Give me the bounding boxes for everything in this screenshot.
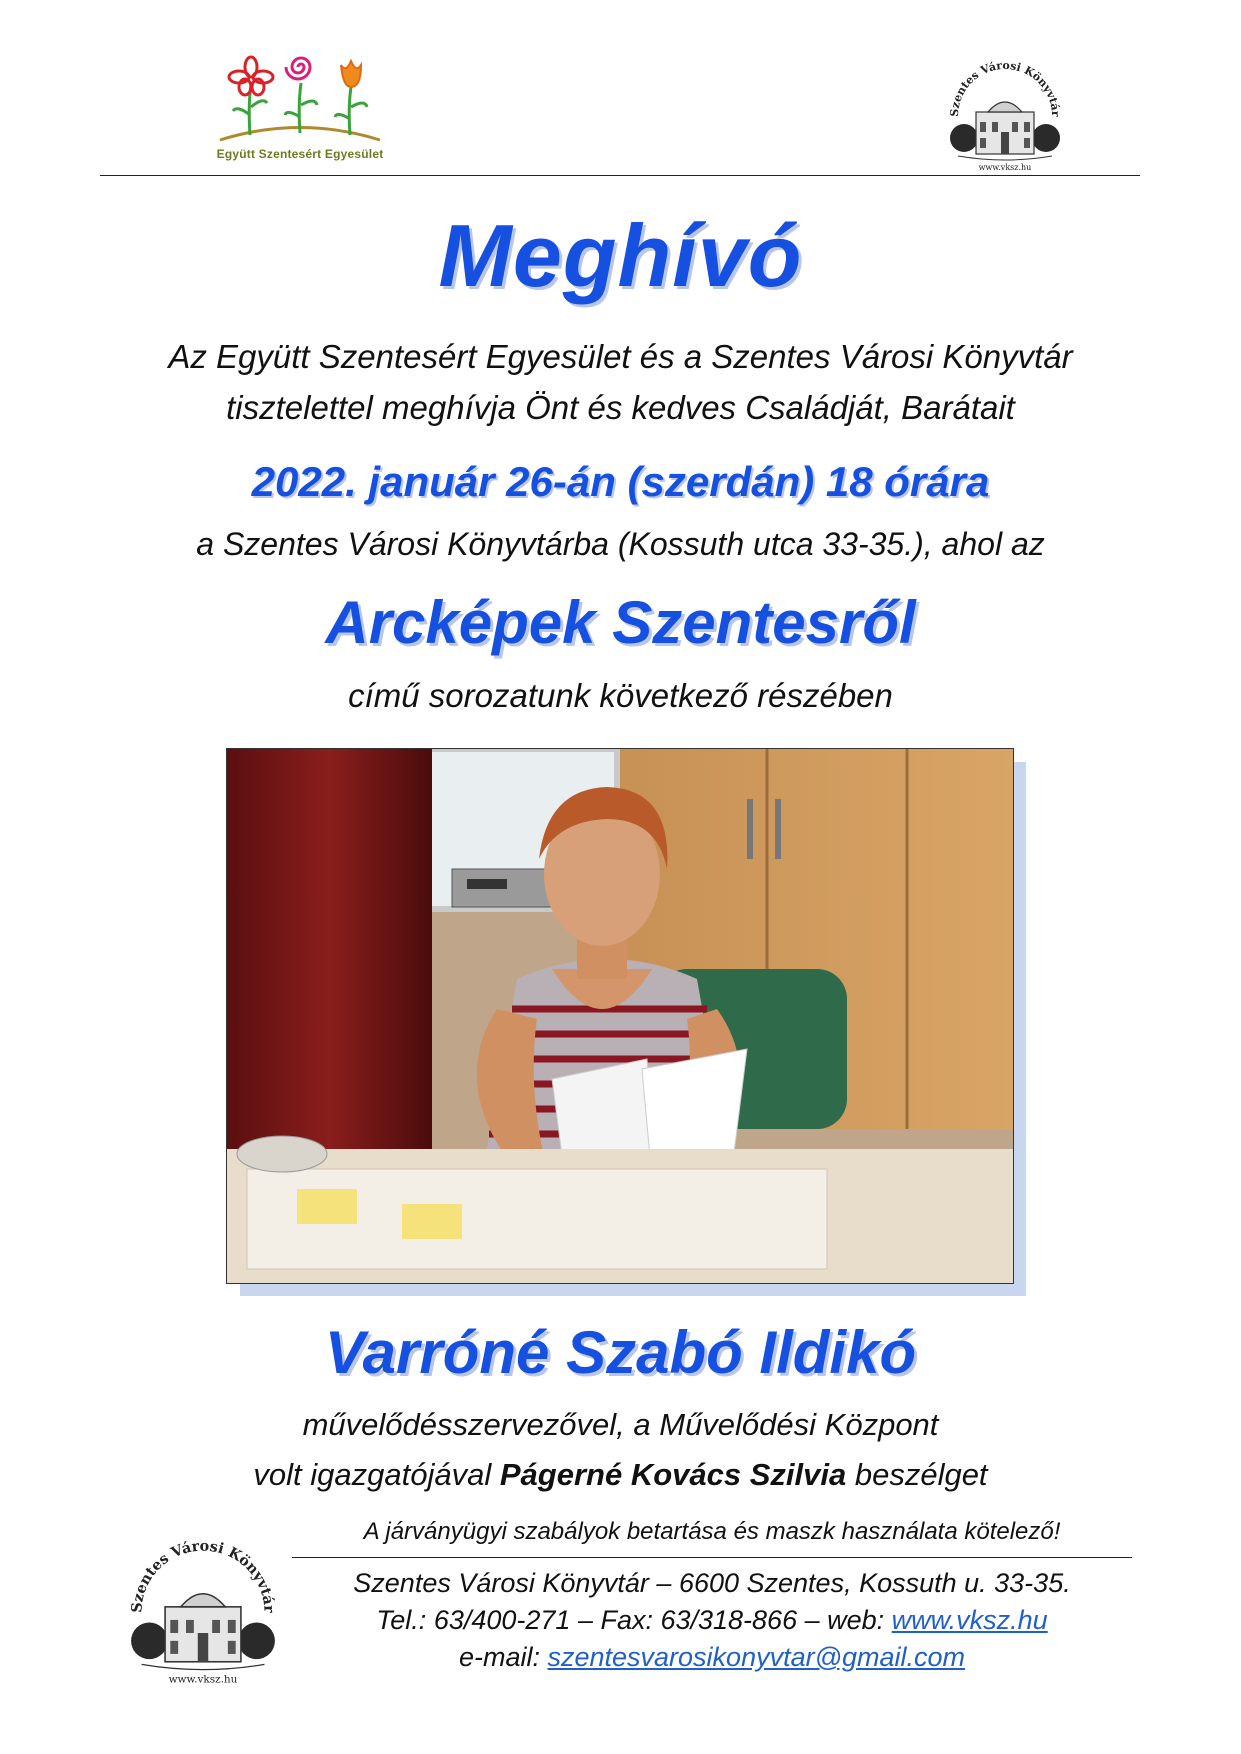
flowers-logo-icon bbox=[215, 45, 385, 145]
series-title: Arcképek Szentesről bbox=[325, 589, 916, 656]
guest-portrait-image bbox=[227, 749, 1013, 1283]
library-seal-logo bbox=[940, 50, 1070, 175]
guest-name: Varróné Szabó Ildikó bbox=[324, 1319, 917, 1386]
health-notice: A járványügyi szabályok betartása és maszk használata kötelező! bbox=[363, 1518, 1061, 1545]
email-link[interactable]: szentesvarosikonyvtar@gmail.com bbox=[547, 1642, 966, 1672]
series-subtitle: című sorozatunk következő részében bbox=[348, 677, 893, 714]
email-label: e-mail: bbox=[458, 1642, 540, 1672]
header-divider bbox=[100, 175, 1140, 176]
footer-phone-line bbox=[292, 1605, 1132, 1636]
seal-arc-text: Szentes Városi Könyvtár bbox=[947, 58, 1063, 118]
intro-line-1: Az Együtt Szentesért Egyesület és a Szentes Városi Könyvtár bbox=[168, 338, 1073, 375]
event-date: 2022. január 26-án (szerdán) 18 órára bbox=[251, 458, 990, 505]
egyesulet-logo bbox=[195, 45, 405, 175]
footer-address: Szentes Városi Könyvtár – 6600 Szentes, Kossuth u. 33-35. bbox=[353, 1568, 1071, 1598]
guest-description-line-1: művelődésszervezővel, a Művelődési Központ bbox=[302, 1407, 939, 1442]
guest-description-prefix: volt igazgatójával bbox=[253, 1457, 492, 1492]
website-link[interactable]: www.vksz.hu bbox=[891, 1605, 1048, 1635]
event-venue: a Szentes Városi Könyvtárba (Kossuth utca 33-35.), ahol az bbox=[196, 526, 1045, 562]
footer-email-line bbox=[292, 1642, 1132, 1673]
guest-description-suffix: beszélget bbox=[854, 1457, 988, 1492]
guest-description-line-2 bbox=[0, 1457, 1241, 1493]
host-name: Págerné Kovács Szilvia bbox=[499, 1457, 847, 1492]
footer-seal-url-text: www.vksz.hu bbox=[168, 1673, 238, 1686]
phone-fax-text: Tel.: 63/400-271 – Fax: 63/318-866 – web: bbox=[376, 1605, 885, 1635]
library-building-footer-icon bbox=[118, 1525, 288, 1690]
footer-seal-arc-text: Szentes Városi Könyvtár bbox=[128, 1537, 278, 1614]
seal-url-text: www.vksz.hu bbox=[978, 163, 1032, 172]
library-seal-footer-logo bbox=[118, 1525, 288, 1690]
library-building-icon bbox=[940, 50, 1070, 175]
intro-line-2: tisztelettel meghívja Önt és kedves Családját, Barátait bbox=[226, 389, 1015, 426]
page-title: Meghívó bbox=[438, 206, 803, 305]
logo-caption: Együtt Szentesért Egyesület bbox=[216, 147, 384, 161]
footer-divider bbox=[292, 1557, 1132, 1558]
guest-photo bbox=[226, 748, 1014, 1284]
